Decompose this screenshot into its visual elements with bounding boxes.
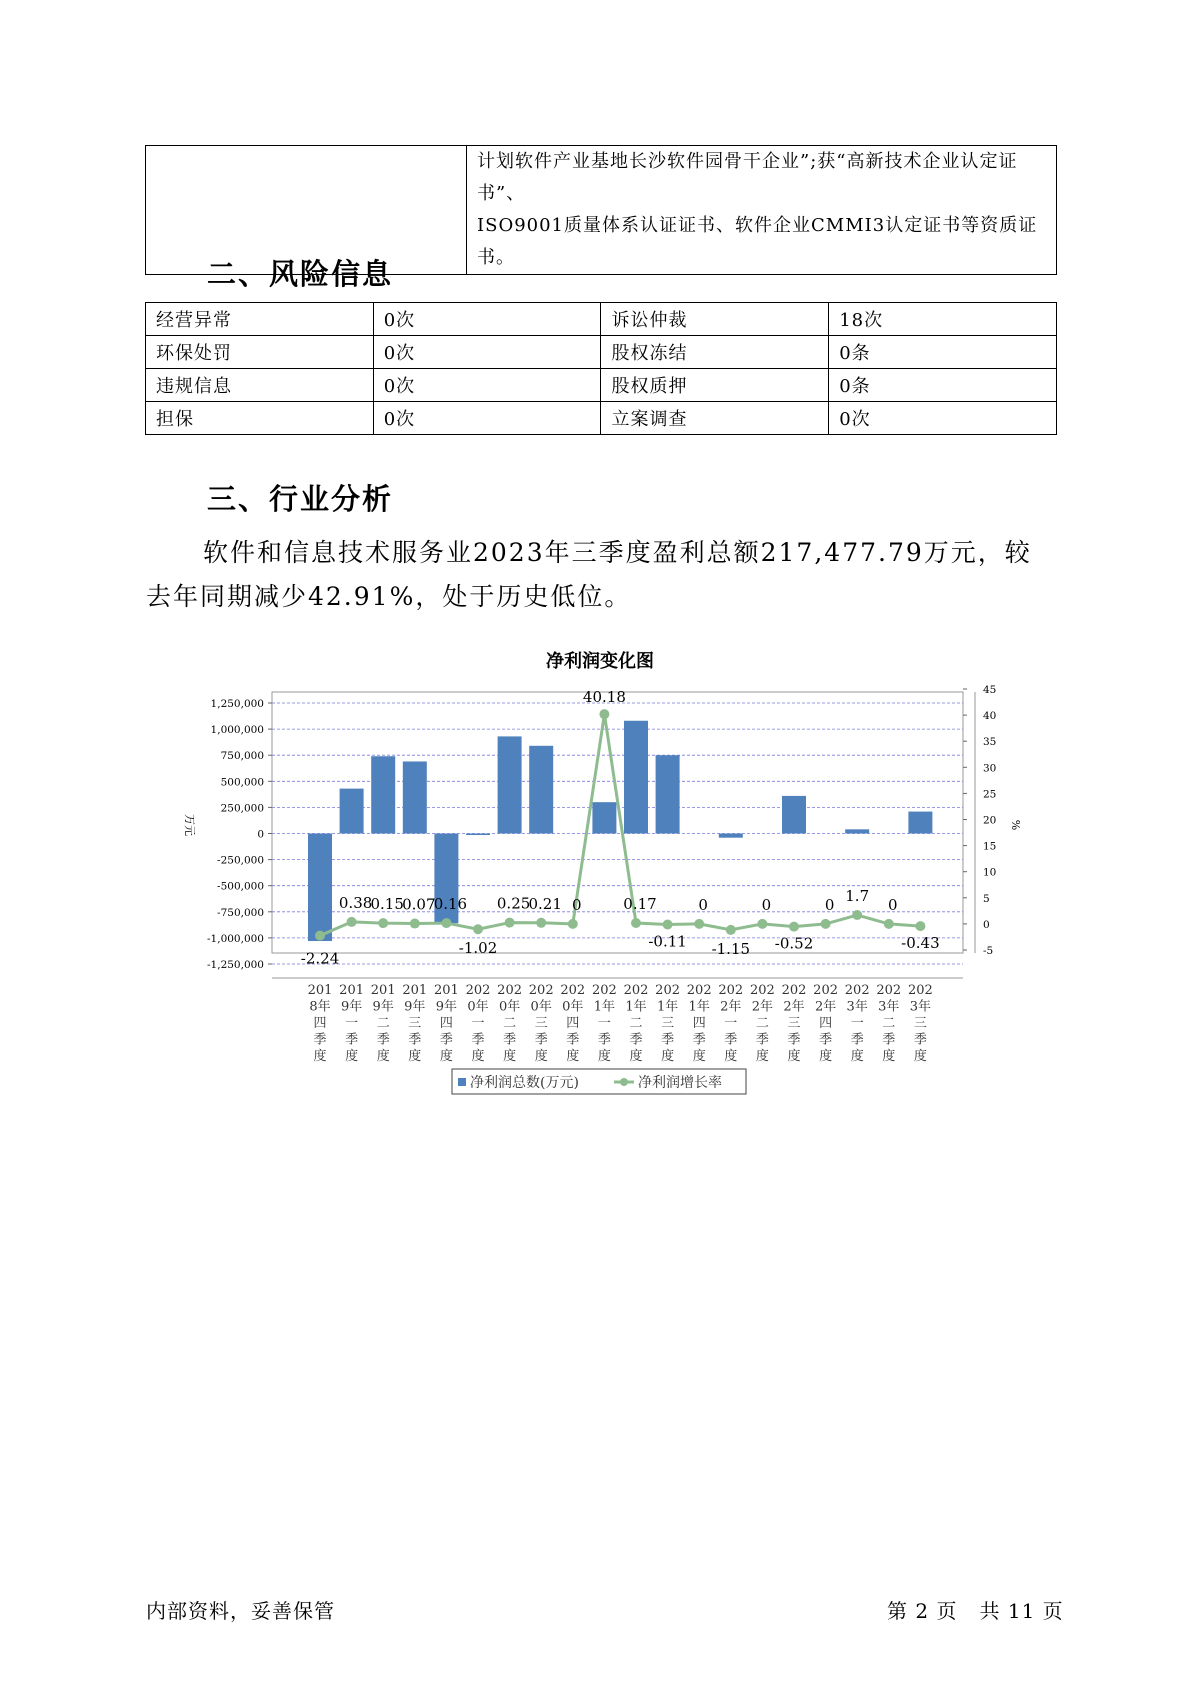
risk-value: 0次 (373, 303, 601, 336)
x-tick-label: 202 0年三季度 (528, 983, 554, 1064)
growth-point (663, 919, 673, 929)
risk-label: 诉讼仲裁 (601, 303, 829, 336)
growth-label: 0 (824, 895, 835, 914)
growth-point (631, 918, 641, 928)
x-tick-label: 201 9年三季度 (402, 983, 428, 1064)
y-axis-title: 万元 (183, 814, 196, 836)
legend-line-label: 净利润增长率 (638, 1075, 722, 1091)
industry-paragraph-text: 软件和信息技术服务业2023年三季度盈利总额217,477.79万元，较去年同期减少42.91%，处于历史低位。 (146, 538, 1032, 611)
y-tick-label: -250,000 (217, 854, 264, 867)
growth-point (347, 917, 357, 927)
growth-label: 0 (761, 895, 772, 914)
risk-value: 0次 (829, 402, 1057, 435)
growth-label: 40.18 (582, 688, 626, 707)
growth-point (599, 709, 609, 719)
risk-label: 担保 (146, 402, 374, 435)
x-tick-label: 201 9年一季度 (339, 983, 365, 1064)
y-tick-label: -500,000 (217, 880, 264, 893)
growth-label: 0.38 (338, 893, 373, 912)
growth-point (315, 931, 325, 941)
bar (371, 756, 395, 833)
y-tick-label: 1,250,000 (210, 698, 264, 710)
risk-value: 0次 (373, 402, 601, 435)
risk-label: 股权质押 (601, 369, 829, 402)
industry-paragraph (146, 531, 1046, 619)
y2-tick-label: 0 (983, 918, 990, 931)
growth-point (852, 910, 862, 920)
x-tick-label: 202 0年四季度 (560, 983, 586, 1064)
risk-label: 经营异常 (146, 303, 374, 336)
growth-label: 0 (698, 895, 708, 914)
growth-point (694, 919, 704, 929)
growth-label: 0 (572, 895, 582, 914)
growth-point (915, 921, 925, 931)
growth-label: -2.24 (300, 949, 340, 968)
x-tick-label: 202 1年三季度 (655, 983, 681, 1064)
footer-right: 第 2 页 共 11 页 (887, 1599, 1064, 1623)
x-tick-label: 202 0年二季度 (497, 983, 523, 1064)
growth-label: -0.11 (648, 932, 687, 951)
y2-tick-label: 35 (983, 736, 997, 749)
y2-tick-label: 30 (983, 762, 997, 775)
risk-value: 0次 (373, 369, 601, 402)
x-tick-label: 202 2年二季度 (749, 983, 775, 1064)
y2-tick-label: 10 (983, 866, 997, 879)
bar (403, 761, 427, 833)
growth-point (505, 918, 515, 928)
bar (340, 789, 364, 834)
x-tick-label: 202 1年二季度 (623, 983, 649, 1064)
y-tick-label: 250,000 (220, 802, 264, 815)
risk-label: 违规信息 (146, 369, 374, 402)
growth-point (473, 924, 483, 934)
growth-label: -0.43 (901, 934, 940, 953)
bar (624, 721, 648, 834)
bar (908, 812, 932, 834)
y-tick-label: 0 (257, 828, 264, 841)
growth-point (821, 919, 831, 929)
bar (498, 736, 522, 833)
bar (592, 802, 616, 833)
growth-point (568, 919, 578, 929)
growth-label: 0 (888, 895, 898, 914)
growth-label: 0.21 (528, 894, 562, 913)
bar (782, 796, 806, 834)
y-tick-label: -1,000,000 (207, 932, 264, 945)
bar (656, 755, 680, 833)
risk-info-table (145, 302, 1057, 435)
growth-point (378, 918, 388, 928)
x-tick-label: 201 8年四季度 (307, 983, 333, 1064)
growth-label: -1.02 (458, 939, 498, 958)
growth-label: 0.15 (370, 895, 404, 914)
x-tick-label: 202 3年一季度 (844, 983, 870, 1064)
y-tick-label: 500,000 (220, 776, 264, 789)
growth-point (441, 918, 451, 928)
risk-label: 立案调查 (601, 402, 829, 435)
bar (529, 746, 553, 834)
risk-row (146, 303, 1057, 336)
footer-left: 内部资料，妥善保管 (146, 1599, 335, 1623)
x-tick-label: 202 3年二季度 (876, 983, 902, 1064)
x-tick-label: 202 1年一季度 (591, 983, 617, 1064)
section-title-risk: 二、风险信息 (207, 257, 394, 291)
risk-row (146, 402, 1057, 435)
y-tick-label: -750,000 (217, 906, 264, 919)
qualification-line-1: 计划软件产业基地长沙软件园骨干企业”;获“高新技术企业认定证书”、 (477, 151, 1018, 204)
growth-point (884, 919, 894, 929)
risk-value: 18次 (829, 303, 1057, 336)
growth-point (536, 918, 546, 928)
risk-label: 股权冻结 (601, 336, 829, 369)
y2-tick-label: 15 (983, 840, 997, 853)
y2-tick-label: 20 (983, 814, 997, 827)
growth-label: 0.25 (496, 894, 531, 913)
x-tick-label: 202 2年三季度 (781, 983, 807, 1064)
section-title-industry: 三、行业分析 (207, 482, 394, 516)
growth-label: -0.52 (774, 934, 814, 953)
bar (719, 834, 743, 838)
legend-bar-label: 净利润总数(万元) (470, 1075, 579, 1091)
y2-tick-label: 25 (983, 788, 997, 801)
y2-tick-label: -5 (983, 945, 994, 957)
bar (308, 834, 332, 942)
growth-label: 0.16 (433, 895, 468, 914)
growth-label: 1.7 (845, 887, 870, 906)
y2-tick-label: 45 (983, 684, 997, 696)
growth-label: 0.17 (623, 895, 657, 914)
y-tick-label: -1,250,000 (207, 959, 264, 971)
x-tick-label: 202 0年一季度 (465, 983, 491, 1064)
growth-point (789, 922, 799, 932)
bar (845, 829, 869, 833)
x-tick-label: 202 1年四季度 (686, 983, 712, 1064)
growth-point (726, 925, 736, 935)
y2-axis-title: % (1009, 819, 1022, 831)
legend-bar-swatch (458, 1078, 466, 1086)
growth-label: -1.15 (711, 939, 751, 958)
risk-label: 环保处罚 (146, 336, 374, 369)
growth-label: 0.07 (402, 895, 436, 914)
legend-line-marker (620, 1078, 628, 1086)
risk-value: 0条 (829, 336, 1057, 369)
chart-title: 净利润变化图 (546, 651, 654, 672)
x-tick-label: 201 9年二季度 (370, 983, 396, 1064)
x-tick-label: 201 9年四季度 (433, 983, 459, 1064)
growth-point (757, 919, 767, 929)
x-tick-label: 202 2年一季度 (718, 983, 744, 1064)
bar (466, 834, 490, 836)
growth-point (410, 919, 420, 929)
y2-tick-label: 5 (983, 892, 990, 905)
risk-row (146, 369, 1057, 402)
risk-row (146, 336, 1057, 369)
x-tick-label: 202 2年四季度 (813, 983, 839, 1064)
risk-value: 0条 (829, 369, 1057, 402)
qualification-line-2: ISO9001质量体系认证证书、软件企业CMMI3认定证书等资质证书。 (477, 215, 1038, 268)
y-tick-label: 750,000 (220, 750, 264, 763)
net-profit-chart (0, 640, 1191, 1110)
y2-tick-label: 40 (983, 710, 997, 723)
qualification-cell (467, 146, 1057, 275)
x-tick-label: 202 3年三季度 (907, 983, 933, 1064)
y-tick-label: 1,000,000 (210, 724, 264, 737)
risk-value: 0次 (373, 336, 601, 369)
